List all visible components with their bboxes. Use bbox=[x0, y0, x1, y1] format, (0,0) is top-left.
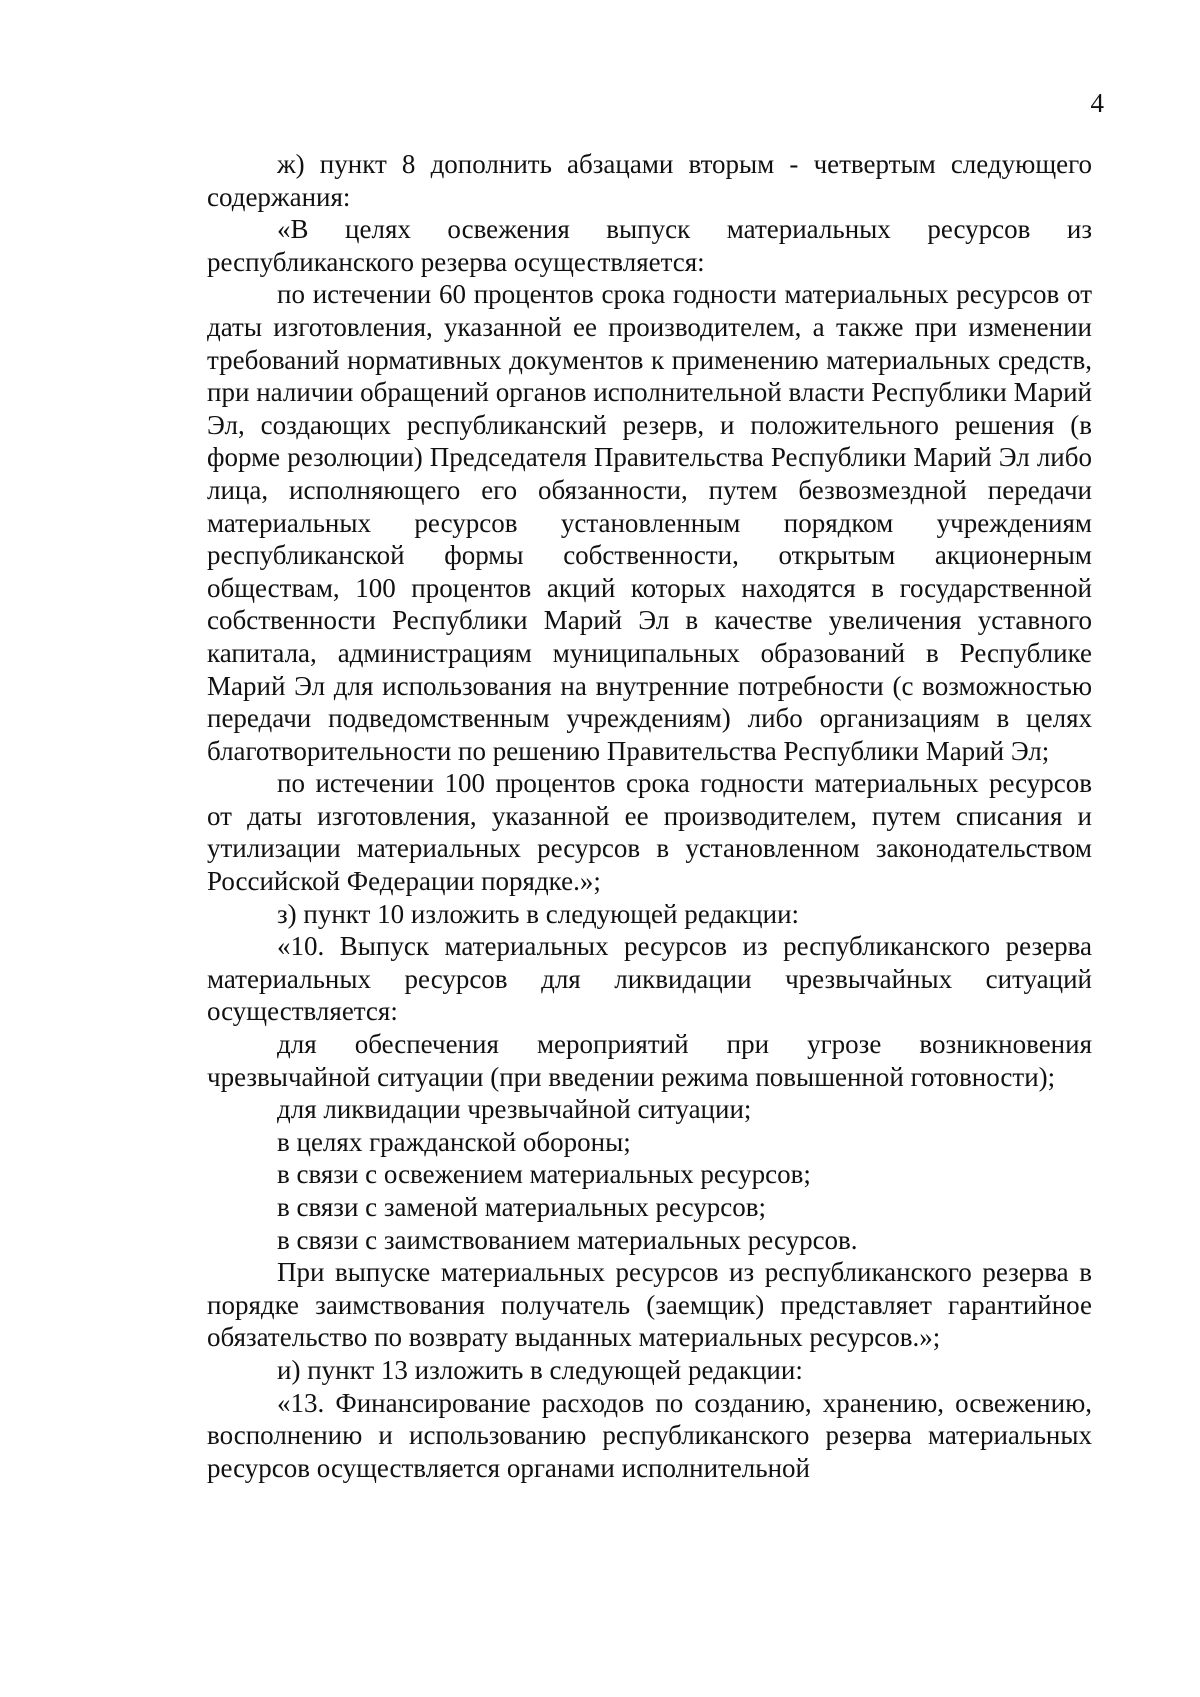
document-body bbox=[207, 148, 1092, 1484]
paragraph-refresh-intro: «В целях освежения выпуск материальных ресурсов из республиканского резерва осуществляется: bbox=[207, 214, 1092, 277]
paragraph-item-z: з) пункт 10 изложить в следующей редакции: bbox=[277, 898, 800, 929]
paragraph-liquidation: для ликвидации чрезвычайной ситуации; bbox=[277, 1094, 752, 1125]
paragraph-borrowing: в связи с заимствованием материальных ресурсов. bbox=[277, 1224, 858, 1255]
paragraph-100-percent: по истечении 100 процентов срока годности материальных ресурсов от даты изготовления, указанной ее производителем, путем списания и утилизации материальных ресурсов в установленном законодательством Российской Федерации порядке.»; bbox=[207, 768, 1092, 897]
page-number: 4 bbox=[1090, 88, 1104, 118]
paragraph-item-zh: ж) пункт 8 дополнить абзацами вторым - четвертым следующего содержания: bbox=[207, 149, 1092, 212]
paragraph-threat: для обеспечения мероприятий при угрозе возникновения чрезвычайной ситуации (при введении режима повышенной готовности); bbox=[207, 1029, 1092, 1092]
paragraph-point-13: «13. Финансирование расходов по созданию, хранению, освежению, восполнению и использованию республиканского резерва материальных ресурсов осуществляется органами исполнительной bbox=[207, 1387, 1092, 1483]
paragraph-refresh: в связи с освежением материальных ресурсов; bbox=[277, 1159, 811, 1190]
paragraph-60-percent: по истечении 60 процентов срока годности материальных ресурсов от даты изготовления, указанной ее производителем, а также при изменении требований нормативных документов к применению материальных средств, при наличии обращений органов исполнительной власти Республики Марий Эл, создающих республиканский резерв, и положительного решения (в форме резолюции) Председателя Правительства Республики Марий Эл либо лица, исполняющего его обязанности, путем безвозмездной передачи материальных ресурсов установленным порядком учреждениям республиканской формы собственности, открытым акционерным обществам, 100 процентов акций которых находятся в государственной собственности Республики Марий Эл в качестве увеличения уставного капитала, администрациям муниципальных образований в Республике Марий Эл для использования на внутренние потребности (с возможностью передачи подведомственным учреждениям) либо организациям в целях благотворительности по решению Правительства Республики Марий Эл; bbox=[207, 279, 1092, 766]
paragraph-item-i: и) пункт 13 изложить в следующей редакции: bbox=[277, 1354, 803, 1385]
paragraph-guarantee: При выпуске материальных ресурсов из республиканского резерва в порядке заимствования получатель (заемщик) представляет гарантийное обязательство по возврату выданных материальных ресурсов.»; bbox=[207, 1257, 1092, 1353]
paragraph-replacement: в связи с заменой материальных ресурсов; bbox=[277, 1192, 767, 1222]
paragraph-civil-defense: в целях гражданской обороны; bbox=[277, 1126, 631, 1157]
paragraph-point-10: «10. Выпуск материальных ресурсов из республиканского резерва материальных ресурсов для ликвидации чрезвычайных ситуаций осуществляется: bbox=[207, 931, 1092, 1027]
